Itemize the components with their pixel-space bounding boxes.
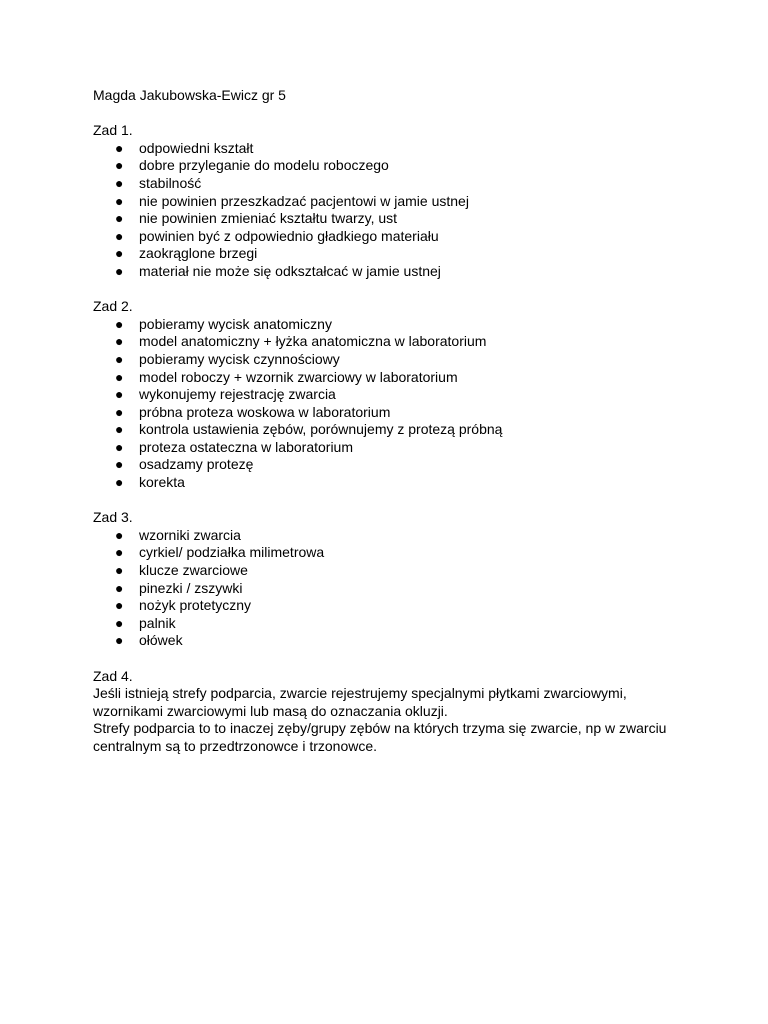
bullet-icon: ● — [115, 632, 124, 649]
list-item — [93, 245, 693, 263]
bullet-icon: ● — [115, 245, 124, 262]
bullet-icon: ● — [115, 614, 124, 631]
bullet-icon: ● — [115, 597, 124, 614]
list-item-text: klucze zwarciowe — [139, 562, 248, 579]
bullet-icon: ● — [115, 544, 124, 561]
bullet-icon: ● — [115, 368, 124, 385]
list-item — [93, 632, 693, 650]
bullet-icon: ● — [115, 315, 124, 332]
bullet-icon: ● — [115, 262, 124, 279]
author-line: Magda Jakubowska-Ewicz gr 5 — [93, 87, 286, 103]
bullet-icon: ● — [115, 350, 124, 367]
list-item-text: wykonujemy rejestrację zwarcia — [139, 386, 336, 403]
task-1 — [93, 122, 693, 280]
bullet-icon: ● — [115, 438, 124, 455]
bullet-icon: ● — [115, 227, 124, 244]
list-item-text: powinien być z odpowiednio gładkiego materiału — [139, 227, 439, 244]
bullet-icon: ● — [115, 456, 124, 473]
bullet-icon: ● — [115, 403, 124, 420]
task-heading: Zad 1. — [93, 122, 133, 139]
list-item-text: ołówek — [139, 632, 183, 649]
list-item-text: pobieramy wycisk anatomiczny — [139, 315, 332, 332]
list-item — [93, 316, 693, 334]
list-item — [93, 527, 693, 545]
list-item — [93, 456, 693, 474]
bullet-icon: ● — [115, 562, 124, 579]
list-item — [93, 369, 693, 387]
list-item-text: model roboczy + wzornik zwarciowy w laboratorium — [139, 368, 458, 385]
bullet-list — [93, 527, 693, 650]
list-item — [93, 228, 693, 246]
list-item — [93, 263, 693, 281]
list-item — [93, 175, 693, 193]
bullet-icon: ● — [115, 174, 124, 191]
list-item-text: model anatomiczny + łyżka anatomiczna w laboratorium — [139, 333, 487, 350]
task-4-paragraph-1: Jeśli istnieją strefy podparcia, zwarcie rejestrujemy specjalnymi płytkami zwarciowymi, wzornikami zwarciowymi lub masą do oznaczania okluzji. — [93, 685, 627, 719]
bullet-icon: ● — [115, 333, 124, 350]
list-item — [93, 580, 693, 598]
list-item — [93, 544, 693, 562]
bullet-icon: ● — [115, 210, 124, 227]
list-item-text: dobre przyleganie do modelu roboczego — [139, 157, 389, 174]
list-item — [93, 615, 693, 633]
task-heading: Zad 3. — [93, 509, 133, 526]
list-item — [93, 333, 693, 351]
list-item-text: osadzamy protezę — [139, 456, 254, 473]
bullet-icon: ● — [115, 192, 124, 209]
bullet-icon: ● — [115, 579, 124, 596]
list-item-text: pobieramy wycisk czynnościowy — [139, 350, 340, 367]
list-item-text: materiał nie może się odkształcać w jamie ustnej — [139, 262, 441, 279]
list-item-text: kontrola ustawienia zębów, porównujemy z protezą próbną — [139, 421, 503, 438]
list-item-text: odpowiedni kształt — [139, 139, 254, 156]
list-item-text: palnik — [139, 614, 176, 631]
list-item-text: próbna proteza woskowa w laboratorium — [139, 403, 391, 420]
bullet-icon: ● — [115, 421, 124, 438]
task-heading: Zad 2. — [93, 298, 133, 315]
list-item — [93, 193, 693, 211]
list-item-text: wzorniki zwarcia — [139, 526, 241, 543]
list-item — [93, 351, 693, 369]
list-item — [93, 421, 693, 439]
list-item — [93, 140, 693, 158]
list-item — [93, 474, 693, 492]
list-item — [93, 386, 693, 404]
list-item — [93, 157, 693, 175]
list-item-text: cyrkiel/ podziałka milimetrowa — [139, 544, 325, 561]
list-item-text: zaokrąglone brzegi — [139, 245, 258, 262]
list-item-text: stabilność — [139, 174, 202, 191]
list-item-text: nożyk protetyczny — [139, 597, 252, 614]
list-item-text: nie powinien przeszkadzać pacjentowi w jamie ustnej — [139, 192, 469, 209]
task-4-paragraph-2: Strefy podparcia to to inaczej zęby/grupy zębów na których trzyma się zwarcie, np w zwarciu centralnym są to przedtrzonowce i trzonowce. — [93, 720, 667, 754]
bullet-icon: ● — [115, 386, 124, 403]
task-3 — [93, 509, 693, 650]
list-item — [93, 404, 693, 422]
list-item-text: pinezki / zszywki — [139, 579, 243, 596]
bullet-icon: ● — [115, 526, 124, 543]
task-4 — [93, 668, 693, 756]
bullet-list — [93, 140, 693, 281]
bullet-list — [93, 316, 693, 492]
list-item — [93, 597, 693, 615]
bullet-icon: ● — [115, 157, 124, 174]
list-item — [93, 439, 693, 457]
bullet-icon: ● — [115, 139, 124, 156]
list-item-text: proteza ostateczna w laboratorium — [139, 438, 353, 455]
list-item-text: korekta — [139, 474, 185, 491]
task-2 — [93, 298, 693, 492]
list-item-text: nie powinien zmieniać kształtu twarzy, ust — [139, 210, 398, 227]
list-item — [93, 562, 693, 580]
list-item — [93, 210, 693, 228]
document-page — [93, 87, 693, 756]
bullet-icon: ● — [115, 474, 124, 491]
task-heading: Zad 4. — [93, 667, 133, 684]
tasks-container — [93, 122, 693, 650]
